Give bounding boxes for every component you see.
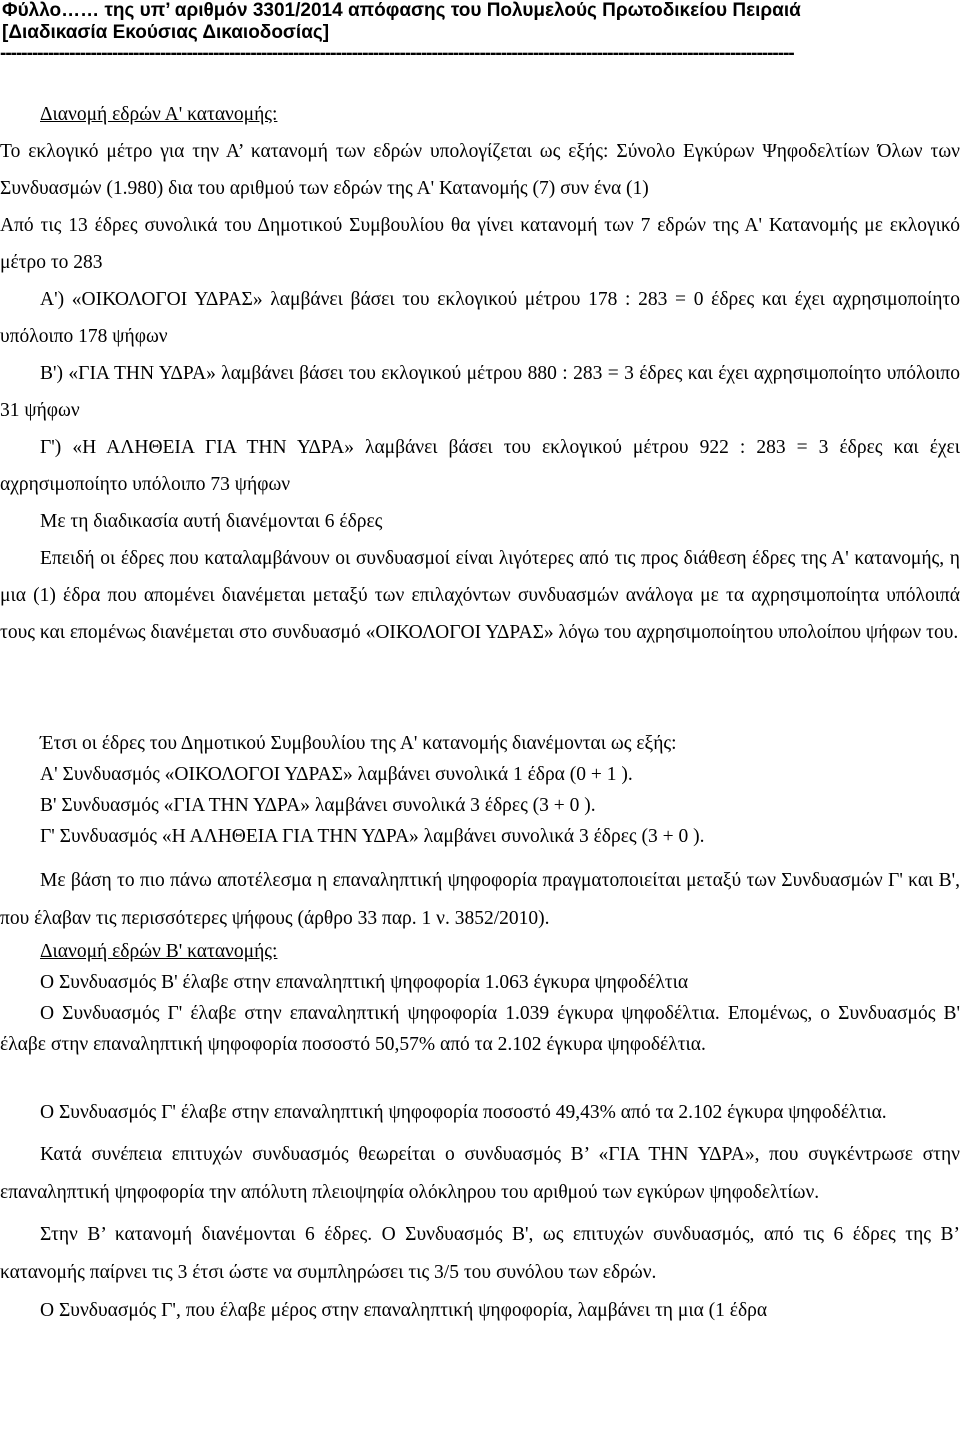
- paragraph-result-c: Γ' Συνδυασμός «Η ΑΛΗΘΕΙΑ ΓΙΑ ΤΗΝ ΥΔΡΑ» λαμβάνει συνολικά 3 έδρες (3 + 0 ).: [40, 826, 705, 847]
- page-header-line-2: [Διαδικασία Εκούσιας Δικαιοδοσίας]: [2, 22, 330, 43]
- document-body-part-2: [0, 728, 960, 852]
- paragraph-seat-distribution: Από τις 13 έδρες συνολικά του Δημοτικού Συμβουλίου θα γίνει κατανομή των 7 εδρών της Α' Κατανομής με εκλογικό μέτρο το 283: [0, 215, 960, 273]
- paragraph-six-seats: Με τη διαδικασία αυτή διανέμονται 6 έδρες: [40, 511, 383, 532]
- paragraph-combination-c-seat: Ο Συνδυασμός Γ', που έλαβε μέρος στην επαναληπτική ψηφοφορία, λαμβάνει τη μια (1 έδρα: [40, 1300, 768, 1321]
- paragraph-combination-a: Α') «ΟΙΚΟΛΟΓΟΙ ΥΔΡΑΣ» λαμβάνει βάσει του εκλογικού μέτρου 178 : 283 = 0 έδρες και έχει αχρησιμοποίητο υπόλοιπο 178 ψήφων: [0, 289, 960, 347]
- section-heading-a: Διανομή εδρών Α' κατανομής:: [40, 104, 278, 125]
- document-body-part-5: [0, 1094, 960, 1330]
- paragraph-remaining-seat: Επειδή οι έδρες που καταλαμβάνουν οι συνδυασμοί είναι λιγότερες από τις προς διάθεση έδρες της Α' κατανομής, η μια (1) έδρα που απομένει διανέμεται μεταξύ των επιλαχόντων συνδυασμών ανάλογα με τα αχρησιμοποίητα υπόλοιπά τους και επομένως διανέμεται στο συνδυασμό «ΟΙΚΟΛΟΓΟΙ ΥΔΡΑΣ» λόγω του αχρησιμοποίητου υπολοίπου ψήφων του.: [0, 548, 960, 643]
- document-body-part-1: [0, 96, 960, 651]
- header-dashed-separator: -----------------------------------------------------------------------------------------------------------------------------------------------------: [0, 43, 794, 64]
- paragraph-electoral-quota: Το εκλογικό μέτρο για την Α’ κατανομή των εδρών υπολογίζεται ως εξής: Σύνολο Εγκύρων Ψηφοδελτίων Όλων των Συνδυασμών (1.980) δια του αριθμού των εδρών της Α' Κατανομής (7) συν ένα (1): [0, 141, 960, 199]
- document-body-part-4: [0, 936, 960, 1060]
- paragraph-combination-b: Β') «ΓΙΑ ΤΗΝ ΥΔΡΑ» λαμβάνει βάσει του εκλογικού μέτρου 880 : 283 = 3 έδρες και έχει αχρησιμοποίητο υπόλοιπο 31 ψήφων: [0, 363, 960, 421]
- paragraph-combination-c-votes: Ο Συνδυασμός Γ' έλαβε στην επαναληπτική ψηφοφορία 1.039 έγκυρα ψηφοδέλτια. Επομένως, ο Συνδυασμός Β' έλαβε στην επαναληπτική ψηφοφορία ποσοστό 50,57% από τα 2.102 έγκυρα ψηφοδέλτια.: [0, 1003, 960, 1055]
- paragraph-combination-c: Γ') «Η ΑΛΗΘΕΙΑ ΓΙΑ ΤΗΝ ΥΔΡΑ» λαμβάνει βάσει του εκλογικού μέτρου 922 : 283 = 3 έδρες και έχει αχρησιμοποίητο υπόλοιπο 73 ψήφων: [0, 437, 960, 495]
- paragraph-result-a: Α' Συνδυασμός «ΟΙΚΟΛΟΓΟΙ ΥΔΡΑΣ» λαμβάνει συνολικά 1 έδρα (0 + 1 ).: [40, 764, 633, 785]
- page-header-line-1: Φύλλο…… της υπ’ αριθμόν 3301/2014 απόφασης του Πολυμελούς Πρωτοδικείου Πειραιά: [2, 0, 801, 21]
- paragraph-combination-b-votes: Ο Συνδυασμός Β' έλαβε στην επαναληπτική ψηφοφορία 1.063 έγκυρα ψηφοδέλτια: [40, 972, 689, 993]
- paragraph-b-allocation: Στην Β’ κατανομή διανέμονται 6 έδρες. Ο Συνδυασμός Β', ως επιτυχών συνδυασμός, από τις 6 έδρες της Β’ κατανομής παίρνει τις 3 έτσι ώστε να συμπληρώσει τις 3/5 του συνόλου των εδρών.: [0, 1224, 960, 1283]
- section-heading-b: Διανομή εδρών Β' κατανομής:: [40, 941, 278, 962]
- paragraph-combination-c-percentage: Ο Συνδυασμός Γ' έλαβε στην επαναληπτική ψηφοφορία ποσοστό 49,43% από τα 2.102 έγκυρα ψηφοδέλτια.: [40, 1102, 887, 1123]
- document-body-part-3: [0, 862, 960, 938]
- paragraph-winning-combination: Κατά συνέπεια επιτυχών συνδυασμός θεωρείται ο συνδυασμός Β’ «ΓΙΑ ΤΗΝ ΥΔΡΑ», που συγκέντρωσε στην επαναληπτική ψηφοφορία την απόλυτη πλειοψηφία ολόκληρου του αριθμού των εγκύρων ψηφοδελτίων.: [0, 1144, 960, 1203]
- paragraph-seats-summary: Έτσι οι έδρες του Δημοτικού Συμβουλίου της Α' κατανομής διανέμονται ως εξής:: [40, 733, 677, 754]
- paragraph-runoff: Με βάση το πιο πάνω αποτέλεσμα η επαναληπτική ψηφοφορία πραγματοποιείται μεταξύ των Συνδυασμών Γ' και Β', που έλαβαν τις περισσότερες ψήφους (άρθρο 33 παρ. 1 ν. 3852/2010).: [0, 870, 960, 929]
- paragraph-result-b: Β' Συνδυασμός «ΓΙΑ ΤΗΝ ΥΔΡΑ» λαμβάνει συνολικά 3 έδρες (3 + 0 ).: [40, 795, 596, 816]
